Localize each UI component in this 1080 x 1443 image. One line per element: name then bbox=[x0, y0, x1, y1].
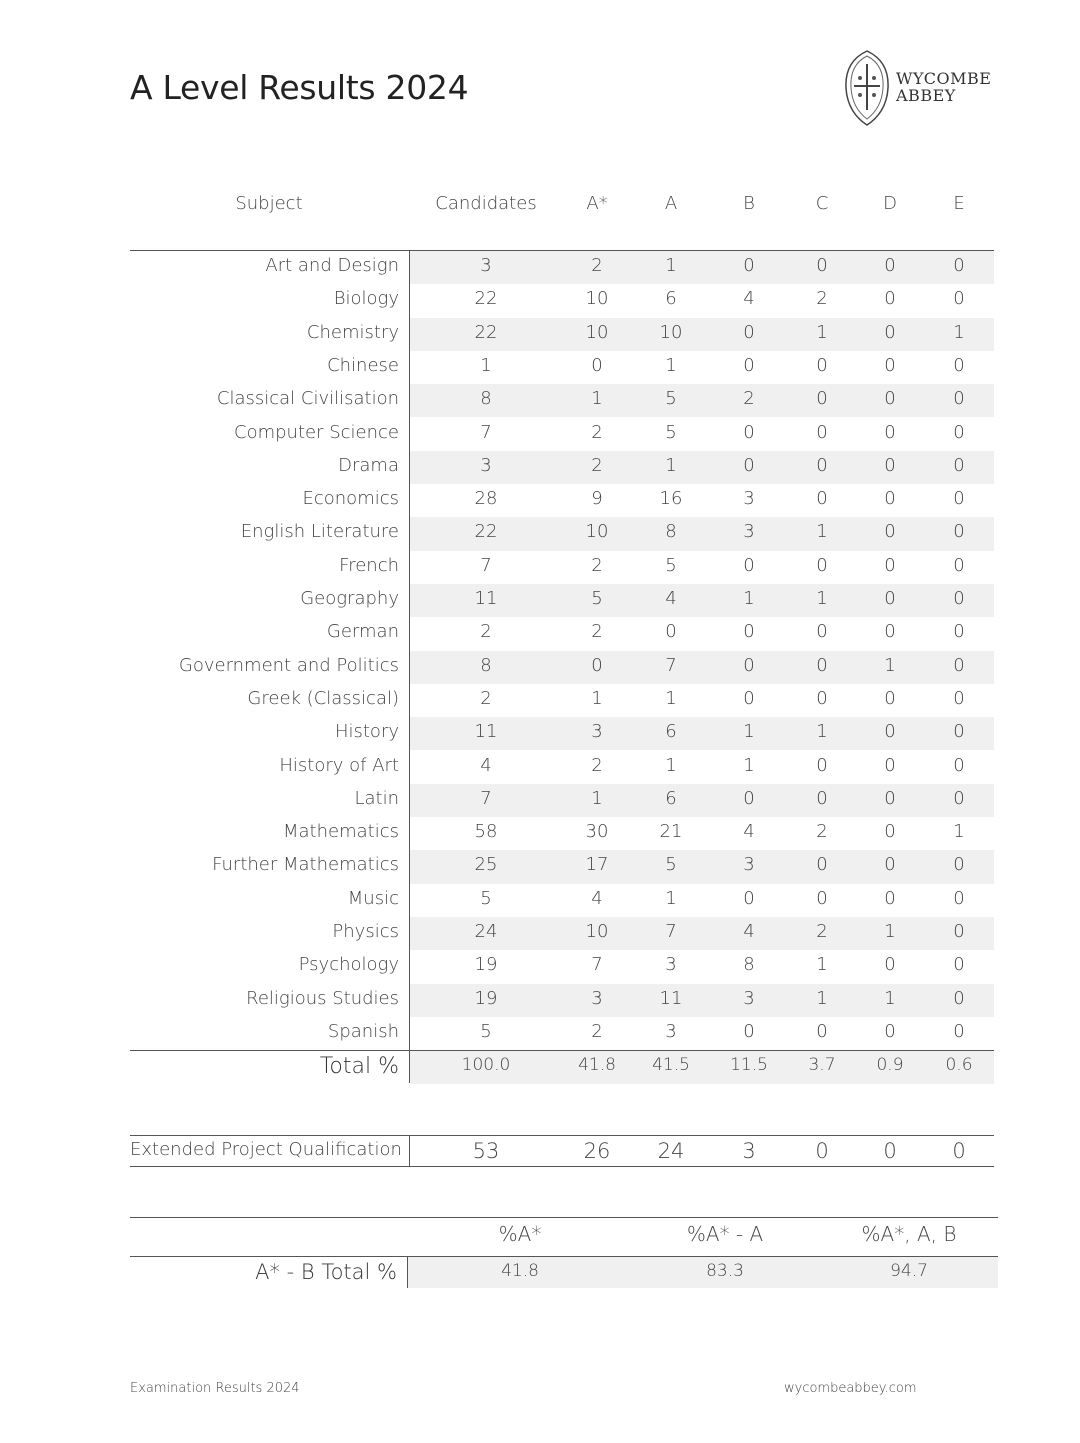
subject-label: History bbox=[334, 721, 399, 743]
summary-divider bbox=[407, 1257, 408, 1288]
school-logo bbox=[842, 48, 1002, 128]
table-cell: 0 bbox=[884, 521, 896, 543]
table-cell: 0 bbox=[953, 288, 965, 310]
table-cell: 8 bbox=[480, 388, 492, 410]
subject-label: Further Mathematics bbox=[212, 854, 399, 876]
table-cell: 0 bbox=[884, 255, 896, 276]
table-cell: 1 bbox=[884, 987, 896, 1009]
total-cell: 41.5 bbox=[652, 1055, 690, 1076]
table-cell: 4 bbox=[665, 588, 677, 609]
subject-label: Latin bbox=[354, 787, 399, 809]
table-cell: 7 bbox=[480, 787, 492, 809]
epq-label: Extended Project Qualification bbox=[130, 1139, 402, 1160]
table-cell: 30 bbox=[585, 821, 609, 843]
table-cell: 1 bbox=[816, 321, 828, 343]
table-cell: 5 bbox=[480, 1020, 492, 1042]
table-cell: 7 bbox=[591, 954, 603, 976]
table-cell: 0 bbox=[816, 354, 828, 376]
table-cell: 2 bbox=[591, 621, 603, 643]
total-cell: 0.9 bbox=[876, 1055, 904, 1076]
table-cell: 2 bbox=[816, 921, 828, 942]
table-cell: 4 bbox=[743, 821, 755, 843]
table-cell: 9 bbox=[591, 488, 603, 510]
table-cell: 8 bbox=[743, 954, 755, 976]
table-cell: 2 bbox=[591, 1020, 603, 1042]
subject-label: Economics bbox=[302, 488, 399, 510]
summary-cell: 41.8 bbox=[501, 1261, 539, 1281]
table-cell: 0 bbox=[884, 388, 896, 410]
table-cell: 6 bbox=[665, 288, 677, 310]
table-cell: 25 bbox=[474, 854, 498, 876]
table-cell: 1 bbox=[953, 321, 965, 343]
table-cell: 0 bbox=[953, 954, 965, 976]
summary-header: %A*, A, B bbox=[861, 1222, 957, 1246]
table-cell: 0 bbox=[816, 554, 828, 576]
table-cell: 0 bbox=[884, 588, 896, 609]
subject-label: Psychology bbox=[298, 954, 399, 976]
table-cell: 1 bbox=[953, 821, 965, 843]
column-header: B bbox=[743, 193, 755, 214]
table-cell: 0 bbox=[591, 354, 603, 376]
table-cell: 0 bbox=[816, 255, 828, 276]
table-cell: 7 bbox=[665, 921, 677, 942]
table-cell: 0 bbox=[884, 321, 896, 343]
total-cell: 100.0 bbox=[461, 1055, 511, 1076]
table-cell: 0 bbox=[953, 887, 965, 909]
table-cell: 1 bbox=[743, 754, 755, 776]
subject-label: Chemistry bbox=[306, 321, 399, 343]
subject-label: Geography bbox=[300, 588, 399, 609]
column-header-subject: Subject bbox=[235, 193, 303, 214]
column-header: A* bbox=[586, 193, 608, 214]
table-cell: 22 bbox=[474, 521, 498, 543]
logo-wordmark bbox=[896, 70, 991, 104]
subject-label: Chinese bbox=[327, 354, 399, 376]
table-cell: 5 bbox=[665, 388, 677, 410]
table-cell: 0 bbox=[953, 255, 965, 276]
table-cell: 0 bbox=[884, 421, 896, 443]
epq-cell: 0 bbox=[952, 1139, 966, 1163]
table-cell: 1 bbox=[591, 687, 603, 709]
summary-cell: 83.3 bbox=[706, 1261, 744, 1281]
table-cell: 3 bbox=[743, 521, 755, 543]
table-cell: 17 bbox=[585, 854, 609, 876]
epq-top-line bbox=[130, 1135, 994, 1136]
table-cell: 6 bbox=[665, 787, 677, 809]
table-cell: 10 bbox=[585, 288, 609, 310]
table-cell: 3 bbox=[665, 1020, 677, 1042]
subject-label: History of Art bbox=[279, 754, 399, 776]
epq-cell: 53 bbox=[472, 1139, 500, 1163]
table-cell: 0 bbox=[884, 621, 896, 643]
table-cell: 10 bbox=[585, 521, 609, 543]
epq-cell: 0 bbox=[815, 1139, 829, 1163]
column-header: E bbox=[953, 193, 965, 214]
table-cell: 0 bbox=[953, 488, 965, 510]
table-cell: 6 bbox=[665, 721, 677, 743]
table-cell: 0 bbox=[884, 488, 896, 510]
table-cell: 21 bbox=[659, 821, 683, 843]
table-cell: 24 bbox=[474, 921, 498, 942]
table-cell: 0 bbox=[953, 987, 965, 1009]
table-cell: 4 bbox=[591, 887, 603, 909]
subject-label: Classical Civilisation bbox=[216, 388, 399, 410]
table-cell: 16 bbox=[659, 488, 683, 510]
table-cell: 0 bbox=[953, 754, 965, 776]
subject-label: Biology bbox=[333, 288, 399, 310]
table-cell: 0 bbox=[816, 787, 828, 809]
table-cell: 1 bbox=[816, 521, 828, 543]
summary-label: A* - B Total % bbox=[255, 1260, 397, 1284]
column-header: Candidates bbox=[435, 193, 537, 214]
table-cell: 0 bbox=[884, 687, 896, 709]
table-cell: 5 bbox=[665, 554, 677, 576]
table-cell: 0 bbox=[953, 687, 965, 709]
table-cell: 2 bbox=[591, 454, 603, 476]
table-cell: 8 bbox=[480, 654, 492, 676]
table-cell: 19 bbox=[474, 954, 498, 976]
total-label: Total % bbox=[319, 1054, 399, 1080]
table-cell: 3 bbox=[743, 854, 755, 876]
total-cell: 3.7 bbox=[808, 1055, 836, 1076]
table-cell: 1 bbox=[816, 588, 828, 609]
total-cell: 0.6 bbox=[945, 1055, 973, 1076]
table-cell: 1 bbox=[816, 987, 828, 1009]
table-cell: 0 bbox=[816, 687, 828, 709]
table-cell: 1 bbox=[743, 721, 755, 743]
table-cell: 7 bbox=[480, 421, 492, 443]
table-cell: 0 bbox=[743, 787, 755, 809]
table-cell: 0 bbox=[884, 754, 896, 776]
table-cell: 0 bbox=[953, 521, 965, 543]
subject-label: Mathematics bbox=[283, 821, 399, 843]
epq-cell: 26 bbox=[583, 1139, 611, 1163]
table-cell: 1 bbox=[665, 687, 677, 709]
table-cell: 2 bbox=[816, 821, 828, 843]
table-cell: 0 bbox=[816, 421, 828, 443]
table-cell: 4 bbox=[480, 754, 492, 776]
table-cell: 0 bbox=[884, 821, 896, 843]
table-cell: 0 bbox=[953, 1020, 965, 1042]
table-cell: 11 bbox=[474, 721, 498, 743]
table-cell: 8 bbox=[665, 521, 677, 543]
table-cell: 0 bbox=[953, 787, 965, 809]
table-cell: 0 bbox=[665, 621, 677, 643]
table-cell: 3 bbox=[480, 454, 492, 476]
table-cell: 3 bbox=[591, 721, 603, 743]
table-cell: 28 bbox=[474, 488, 498, 510]
table-cell: 10 bbox=[659, 321, 683, 343]
table-cell: 0 bbox=[743, 1020, 755, 1042]
table-cell: 0 bbox=[953, 554, 965, 576]
table-cell: 5 bbox=[665, 421, 677, 443]
table-cell: 2 bbox=[480, 687, 492, 709]
epq-cell: 24 bbox=[657, 1139, 685, 1163]
table-cell: 3 bbox=[591, 987, 603, 1009]
table-cell: 5 bbox=[591, 588, 603, 609]
table-cell: 2 bbox=[591, 554, 603, 576]
table-cell: 1 bbox=[816, 954, 828, 976]
table-cell: 2 bbox=[591, 754, 603, 776]
table-cell: 0 bbox=[953, 854, 965, 876]
table-cell: 0 bbox=[816, 854, 828, 876]
table-cell: 1 bbox=[480, 354, 492, 376]
table-cell: 1 bbox=[665, 454, 677, 476]
table-cell: 1 bbox=[591, 388, 603, 410]
table-cell: 0 bbox=[953, 621, 965, 643]
table-cell: 0 bbox=[743, 654, 755, 676]
table-cell: 7 bbox=[480, 554, 492, 576]
total-cell: 41.8 bbox=[578, 1055, 616, 1076]
table-cell: 1 bbox=[591, 787, 603, 809]
table-cell: 0 bbox=[884, 554, 896, 576]
table-cell: 0 bbox=[953, 588, 965, 609]
table-cell: 0 bbox=[884, 854, 896, 876]
summary-top-line bbox=[130, 1217, 998, 1218]
subject-label: Drama bbox=[338, 454, 399, 476]
table-cell: 2 bbox=[591, 421, 603, 443]
epq-cell: 3 bbox=[742, 1139, 756, 1163]
table-cell: 0 bbox=[884, 787, 896, 809]
subject-label: Art and Design bbox=[265, 255, 399, 276]
table-cell: 19 bbox=[474, 987, 498, 1009]
table-cell: 0 bbox=[816, 621, 828, 643]
table-cell: 0 bbox=[953, 421, 965, 443]
table-cell: 0 bbox=[953, 454, 965, 476]
subject-label: Religious Studies bbox=[246, 987, 399, 1009]
subject-label: Spanish bbox=[327, 1020, 399, 1042]
table-cell: 0 bbox=[884, 954, 896, 976]
column-header: D bbox=[883, 193, 897, 214]
table-cell: 2 bbox=[591, 255, 603, 276]
table-cell: 5 bbox=[665, 854, 677, 876]
footer-right: wycombeabbey.com bbox=[784, 1381, 917, 1396]
table-cell: 4 bbox=[743, 288, 755, 310]
table-cell: 0 bbox=[884, 887, 896, 909]
table-cell: 1 bbox=[816, 721, 828, 743]
table-cell: 0 bbox=[884, 288, 896, 310]
logo-line-1: WYCOMBE bbox=[896, 69, 992, 88]
table-cell: 0 bbox=[743, 887, 755, 909]
table-cell: 0 bbox=[884, 354, 896, 376]
subject-label: French bbox=[339, 554, 399, 576]
subject-label: Music bbox=[347, 887, 399, 909]
table-cell: 58 bbox=[474, 821, 498, 843]
table-cell: 0 bbox=[743, 554, 755, 576]
table-cell: 0 bbox=[816, 887, 828, 909]
subject-label: Government and Politics bbox=[178, 654, 399, 676]
subject-column-divider bbox=[409, 251, 410, 1083]
table-cell: 1 bbox=[665, 255, 677, 276]
table-cell: 2 bbox=[743, 388, 755, 410]
subject-label: Greek (Classical) bbox=[247, 687, 399, 709]
table-cell: 1 bbox=[884, 921, 896, 942]
subject-label: Computer Science bbox=[234, 421, 399, 443]
subject-label: English Literature bbox=[240, 521, 399, 543]
table-cell: 2 bbox=[480, 621, 492, 643]
table-cell: 11 bbox=[659, 987, 683, 1009]
table-cell: 0 bbox=[743, 255, 755, 276]
table-cell: 3 bbox=[743, 987, 755, 1009]
summary-header: %A* bbox=[498, 1222, 542, 1246]
table-cell: 0 bbox=[884, 721, 896, 743]
table-cell: 0 bbox=[743, 354, 755, 376]
subject-label: Physics bbox=[332, 921, 399, 942]
table-cell: 5 bbox=[480, 887, 492, 909]
table-cell: 0 bbox=[816, 388, 828, 410]
table-cell: 22 bbox=[474, 288, 498, 310]
epq-bottom-line bbox=[130, 1166, 994, 1167]
logo-line-2: ABBEY bbox=[896, 86, 956, 105]
table-cell: 0 bbox=[816, 754, 828, 776]
table-cell: 22 bbox=[474, 321, 498, 343]
table-cell: 0 bbox=[953, 354, 965, 376]
table-cell: 4 bbox=[743, 921, 755, 942]
table-cell: 0 bbox=[884, 454, 896, 476]
epq-divider bbox=[409, 1135, 410, 1166]
table-cell: 11 bbox=[474, 588, 498, 609]
table-cell: 0 bbox=[816, 1020, 828, 1042]
table-cell: 10 bbox=[585, 321, 609, 343]
table-cell: 2 bbox=[816, 288, 828, 310]
summary-header: %A* - A bbox=[686, 1222, 764, 1246]
table-cell: 1 bbox=[743, 588, 755, 609]
table-cell: 0 bbox=[743, 421, 755, 443]
table-cell: 1 bbox=[665, 354, 677, 376]
table-cell: 0 bbox=[591, 654, 603, 676]
table-cell: 0 bbox=[743, 454, 755, 476]
table-cell: 0 bbox=[816, 454, 828, 476]
table-cell: 0 bbox=[953, 721, 965, 743]
table-cell: 0 bbox=[743, 687, 755, 709]
column-header: C bbox=[815, 193, 829, 214]
table-cell: 0 bbox=[953, 388, 965, 410]
table-cell: 0 bbox=[816, 488, 828, 510]
table-cell: 3 bbox=[480, 255, 492, 276]
footer-left: Examination Results 2024 bbox=[130, 1381, 300, 1396]
table-cell: 0 bbox=[884, 1020, 896, 1042]
table-cell: 3 bbox=[665, 954, 677, 976]
table-cell: 0 bbox=[743, 321, 755, 343]
table-cell: 1 bbox=[665, 887, 677, 909]
crest-icon bbox=[842, 48, 892, 128]
table-cell: 3 bbox=[743, 488, 755, 510]
table-cell: 1 bbox=[665, 754, 677, 776]
total-cell: 11.5 bbox=[730, 1055, 768, 1076]
table-cell: 1 bbox=[884, 654, 896, 676]
column-header: A bbox=[664, 193, 678, 214]
subject-label: German bbox=[326, 621, 399, 643]
table-cell: 0 bbox=[816, 654, 828, 676]
table-cell: 0 bbox=[953, 921, 965, 942]
table-cell: 7 bbox=[665, 654, 677, 676]
table-cell: 0 bbox=[743, 621, 755, 643]
table-cell: 10 bbox=[585, 921, 609, 942]
epq-cell: 0 bbox=[883, 1139, 897, 1163]
page-title: A Level Results 2024 bbox=[130, 68, 469, 107]
table-cell: 0 bbox=[953, 654, 965, 676]
summary-cell: 94.7 bbox=[890, 1261, 928, 1281]
